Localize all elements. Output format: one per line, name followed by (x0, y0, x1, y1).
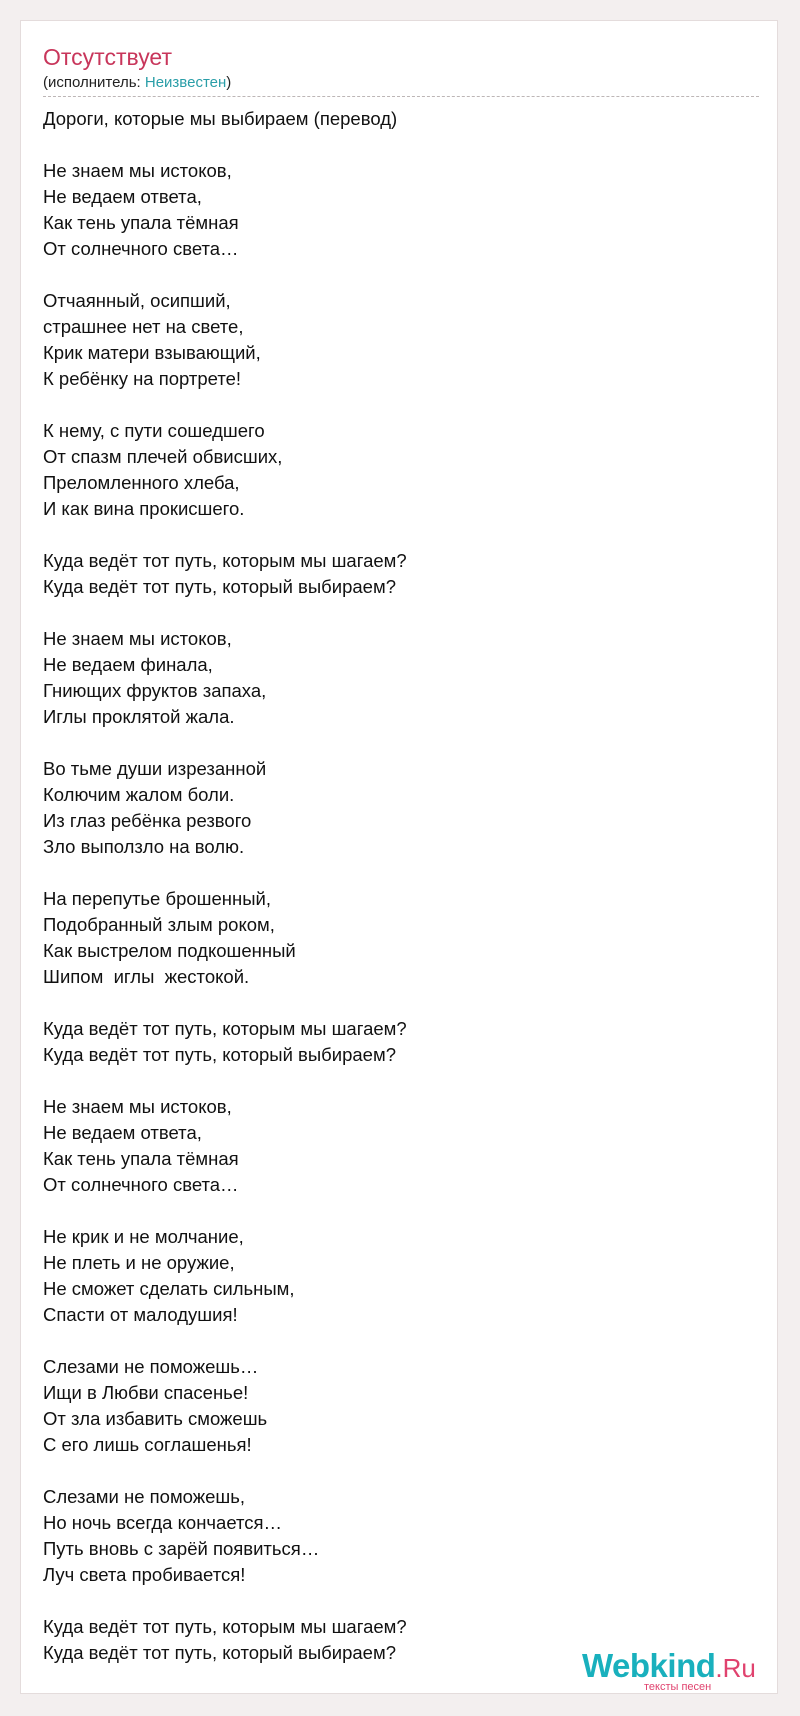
lyrics-card (20, 20, 778, 1694)
lyric-line: Из глаз ребёнка резвого (43, 810, 252, 831)
stanza (43, 1354, 759, 1458)
song-title: Отсутствует (43, 44, 172, 70)
stanza (43, 626, 759, 730)
lyric-line: Как тень упала тёмная (43, 212, 239, 233)
lyric-line: Не сможет сделать сильным, (43, 1278, 295, 1299)
stanza (43, 548, 759, 600)
lyric-line: Подобранный злым роком, (43, 914, 275, 935)
stanza (43, 1224, 759, 1328)
stanza (43, 1484, 759, 1588)
lyric-line: К нему, с пути сошедшего (43, 420, 265, 441)
lyric-line: Куда ведёт тот путь, который выбираем? (43, 1642, 396, 1663)
lyric-line: Слезами не поможешь… (43, 1356, 259, 1377)
lyric-line: С его лишь соглашенья! (43, 1434, 252, 1455)
artist-link[interactable]: Неизвестен (144, 74, 227, 91)
header-divider (43, 96, 759, 97)
lyric-line: Не плеть и не оружие, (43, 1252, 235, 1273)
lyric-line: Не ведаем финала, (43, 654, 213, 675)
lyrics-text (43, 106, 759, 1692)
lyric-line: От солнечного света… (43, 1174, 239, 1195)
lyric-line: Шипом иглы жестокой. (43, 966, 250, 987)
stanza (43, 1094, 759, 1198)
webkind-logo[interactable] (582, 1648, 772, 1692)
lyric-line: Как тень упала тёмная (43, 1148, 239, 1169)
lyric-line: Но ночь всегда кончается… (43, 1512, 283, 1533)
lyric-line: От солнечного света… (43, 238, 239, 259)
lyric-line: Гниющих фруктов запаха, (43, 680, 267, 701)
lyric-line: Колючим жалом боли. (43, 784, 235, 805)
lyric-line: Ищи в Любви спасенье! (43, 1382, 249, 1403)
lyric-line: Не ведаем ответа, (43, 1122, 202, 1143)
lyric-line: Спасти от малодушия! (43, 1304, 238, 1325)
lyric-line: Слезами не поможешь, (43, 1486, 246, 1507)
artist-line (43, 73, 759, 93)
lyrics-subtitle: Дороги, которые мы выбираем (перевод) (43, 108, 398, 129)
lyric-line: Иглы проклятой жала. (43, 706, 235, 727)
stanza (43, 756, 759, 860)
artist-suffix: ) (226, 74, 232, 91)
lyric-line: страшнее нет на свете, (43, 316, 244, 337)
lyric-line: От спазм плечей обвисших, (43, 446, 283, 467)
artist-prefix: (исполнитель: (43, 74, 145, 91)
lyric-line: Зло выползло на волю. (43, 836, 245, 857)
stanza (43, 288, 759, 392)
stanza (43, 158, 759, 262)
lyric-line: Не знаем мы истоков, (43, 160, 232, 181)
lyric-line: Не ведаем ответа, (43, 186, 202, 207)
stanza (43, 418, 759, 522)
lyric-line: Отчаянный, осипший, (43, 290, 231, 311)
lyric-line: К ребёнку на портрете! (43, 368, 242, 389)
lyric-line: Преломленного хлеба, (43, 472, 240, 493)
lyric-line: Куда ведёт тот путь, которым мы шагаем? (43, 550, 407, 571)
lyric-line: Не крик и не молчание, (43, 1226, 244, 1247)
song-header (43, 43, 759, 97)
lyric-line: И как вина прокисшего. (43, 498, 245, 519)
lyric-line: На перепутье брошенный, (43, 888, 271, 909)
logo-tagline: тексты песен (644, 1681, 712, 1693)
lyric-line: Не знаем мы истоков, (43, 1096, 232, 1117)
lyric-line: Крик матери взывающий, (43, 342, 261, 363)
lyric-line: Не знаем мы истоков, (43, 628, 232, 649)
stanza (43, 1016, 759, 1068)
lyric-line: Куда ведёт тот путь, который выбираем? (43, 576, 396, 597)
lyric-line: Куда ведёт тот путь, которым мы шагаем? (43, 1018, 407, 1039)
lyric-line: Куда ведёт тот путь, который выбираем? (43, 1044, 396, 1065)
lyric-line: От зла избавить сможешь (43, 1408, 268, 1429)
logo-brand: Webkind (582, 1647, 716, 1684)
lyric-line: Как выстрелом подкошенный (43, 940, 296, 961)
lyric-line: Во тьме души изрезанной (43, 758, 267, 779)
lyric-line: Куда ведёт тот путь, которым мы шагаем? (43, 1616, 407, 1637)
lyric-line: Луч света пробивается! (43, 1564, 246, 1585)
lyric-line: Путь вновь с зарёй появиться… (43, 1538, 320, 1559)
logo-tld: .Ru (715, 1653, 756, 1683)
stanza (43, 886, 759, 990)
